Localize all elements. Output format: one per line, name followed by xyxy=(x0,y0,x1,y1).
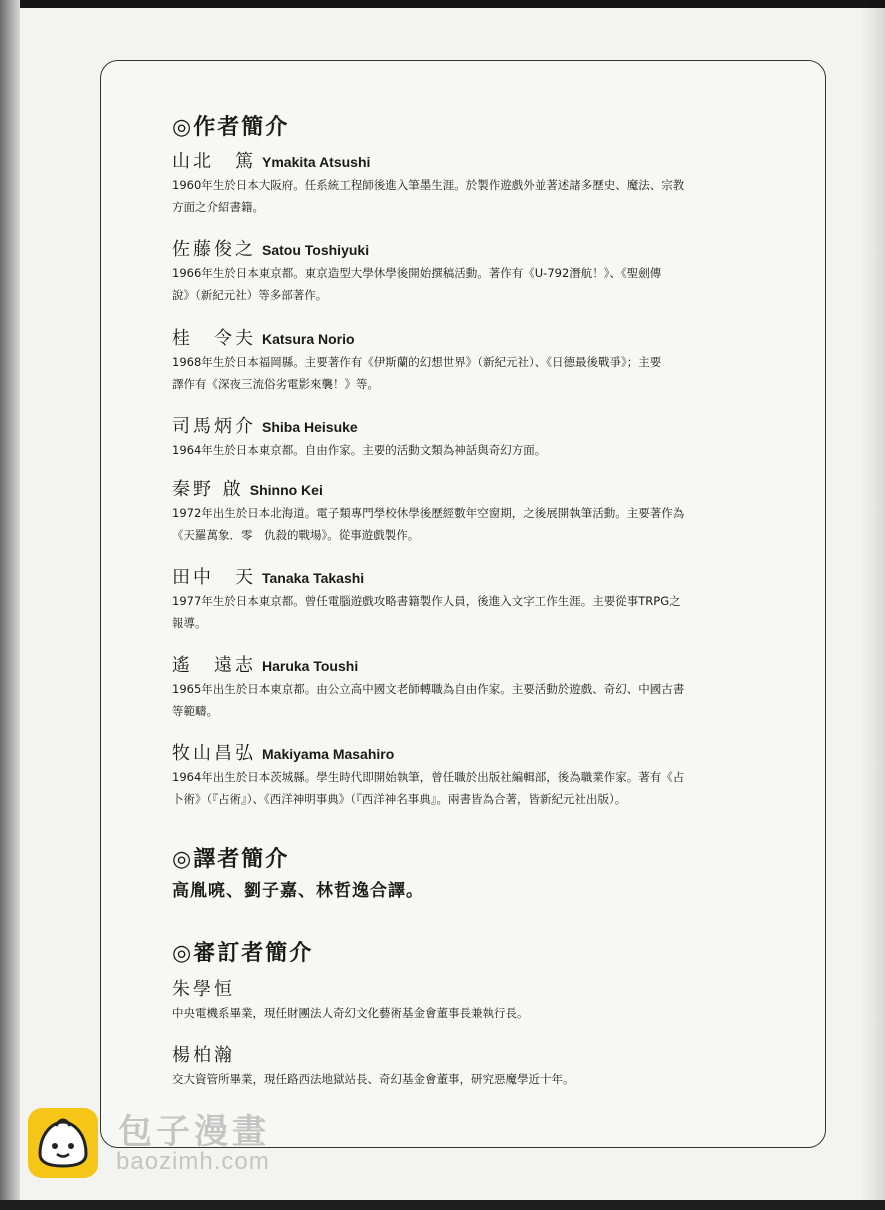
bun-mascot-icon xyxy=(28,1108,98,1178)
author-name-cn: 司馬炳介 xyxy=(172,416,256,437)
scan-left-edge xyxy=(0,0,20,1210)
author-entry xyxy=(172,475,762,546)
scan-top-edge xyxy=(0,0,885,8)
reviewers-section-title: ◎審訂者簡介 xyxy=(172,940,314,966)
translators-names: 高胤喨、劉子嘉、林哲逸合譯。 xyxy=(172,881,424,901)
author-name-cn: 秦野 啟 xyxy=(172,479,244,500)
author-entry xyxy=(172,147,762,218)
reviewer-bio: 中央電機系畢業，現任財團法人奇幻文化藝術基金會董事長兼執行長。 xyxy=(172,1006,529,1020)
author-name-cn: 田中 天 xyxy=(172,567,256,588)
author-name-en: Satou Toshiyuki xyxy=(262,242,370,258)
reviewer-entry xyxy=(172,975,762,1024)
author-name-cn: 牧山昌弘 xyxy=(172,743,256,764)
author-bio: 1968年生於日本福岡縣。主要著作有《伊斯蘭的幻想世界》（新紀元社）、《日德最後戰爭》；主要 譯作有《深夜三流俗劣電影來襲！》等。 xyxy=(172,355,662,391)
author-name-cn: 桂 令夫 xyxy=(172,328,256,349)
translators-section-title: ◎譯者簡介 xyxy=(172,846,290,872)
author-bio: 1972年出生於日本北海道。電子類專門學校休學後歷經數年空窗期，之後展開執筆活動。主要著作為 《天羅萬象．零 仇殺的戰場》。從事遊戲製作。 xyxy=(172,506,685,542)
author-bio: 1965年出生於日本東京都。由公立高中國文老師轉職為自由作家。主要活動於遊戲、奇幻、中國古書 等範疇。 xyxy=(172,682,685,718)
authors-section-title: ◎作者簡介 xyxy=(172,114,290,140)
author-name-cn: 佐藤俊之 xyxy=(172,239,256,260)
author-bio: 1960年生於日本大阪府。任系統工程師後進入筆墨生涯。於製作遊戲外並著述諸多歷史、魔法、宗教 方面之介紹書籍。 xyxy=(172,178,685,214)
author-name-en: Haruka Toushi xyxy=(262,658,359,674)
page-right-shade xyxy=(859,0,885,1210)
author-name-cn: 山北 篤 xyxy=(172,151,256,172)
reviewer-name: 楊柏瀚 xyxy=(172,1045,235,1066)
author-bio: 1964年生於日本東京都。自由作家。主要的活動文類為神話與奇幻方面。 xyxy=(172,443,547,457)
watermark-title: 包子漫畫 xyxy=(118,1112,270,1152)
author-entry xyxy=(172,563,762,634)
watermark-url: baozimh.com xyxy=(116,1148,270,1175)
scan-bottom-edge xyxy=(0,1200,885,1210)
author-entry xyxy=(172,412,762,461)
author-entry xyxy=(172,235,762,306)
author-name-cn: 遙 遠志 xyxy=(172,655,256,676)
author-name-en: Ymakita Atsushi xyxy=(262,154,371,170)
author-bio: 1966年生於日本東京都。東京造型大學休學後開始撰稿活動。著作有《U-792潛航！》、《聖劍傳 說》（新紀元社）等多部著作。 xyxy=(172,266,662,302)
reviewer-name: 朱學恒 xyxy=(172,979,235,1000)
author-name-en: Shinno Kei xyxy=(249,482,323,498)
author-entry xyxy=(172,739,762,810)
reviewer-entry xyxy=(172,1041,762,1090)
author-name-en: Makiyama Masahiro xyxy=(262,746,395,762)
author-bio: 1964年出生於日本茨城縣。學生時代即開始執筆，曾任職於出版社編輯部，後為職業作家。著有《占 卜術》（『占術』）、《西洋神明事典》（『西洋神名事典』。兩書皆為合著，皆新紀元社出版）。 xyxy=(172,770,685,806)
author-entry xyxy=(172,651,762,722)
author-entry xyxy=(172,324,762,395)
author-name-en: Katsura Norio xyxy=(262,331,355,347)
author-bio: 1977年生於日本東京都。曾任電腦遊戲攻略書籍製作人員，後進入文字工作生涯。主要從事TRPG之 報導。 xyxy=(172,594,681,630)
author-name-en: Shiba Heisuke xyxy=(262,419,358,435)
reviewer-bio: 交大資管所畢業，現任路西法地獄站長、奇幻基金會董事，研究惡魔學近十年。 xyxy=(172,1072,575,1086)
site-watermark xyxy=(22,1102,322,1182)
author-name-en: Tanaka Takashi xyxy=(262,570,365,586)
